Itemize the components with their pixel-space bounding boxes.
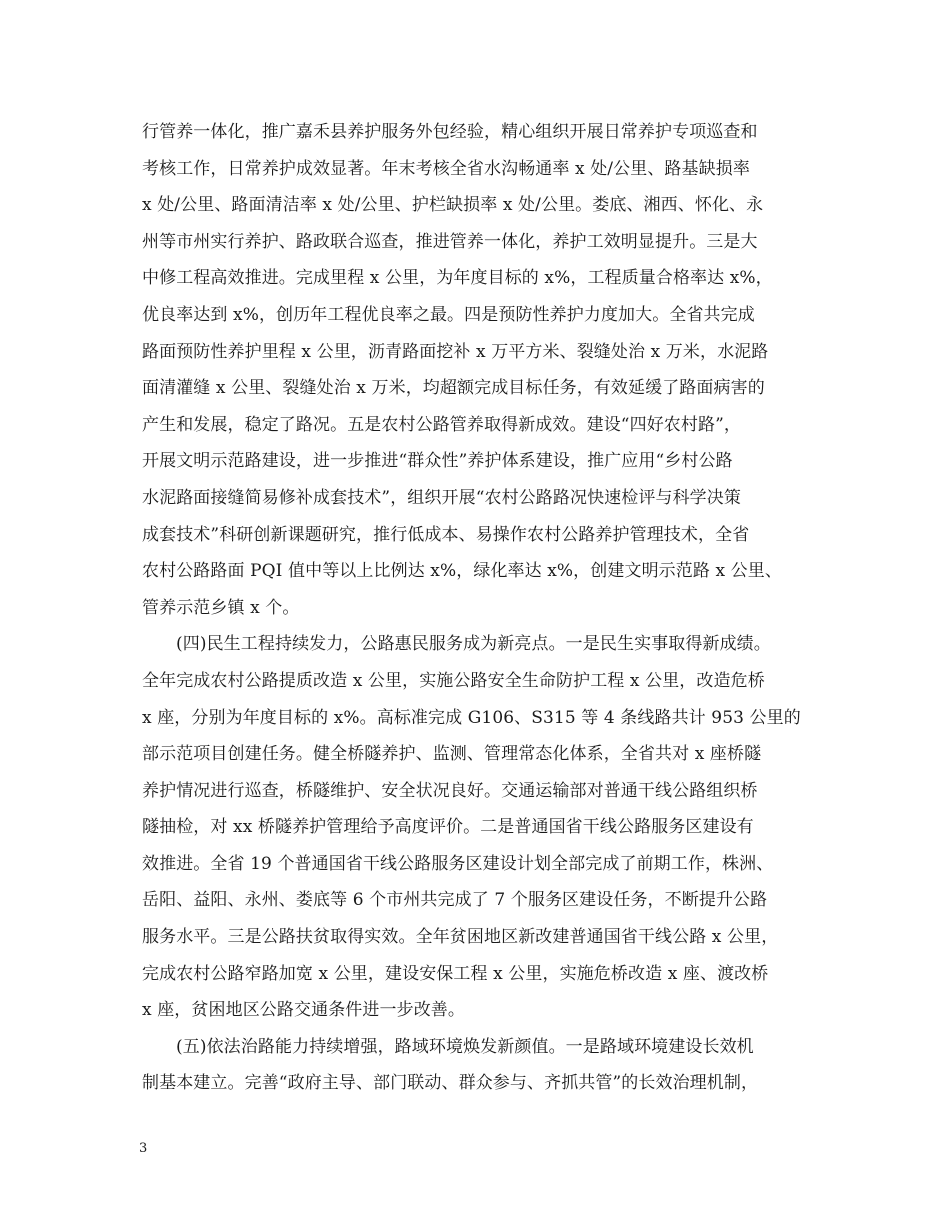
text-line: 农村公路路面 PQI 值中等以上比例达 x%，绿化率达 x%，创建文明示范路 x 公里、 <box>142 561 782 582</box>
text-line: 部示范项目创建任务。健全桥隧养护、监测、管理常态化体系，全省共对 x 座桥隧 <box>142 744 762 765</box>
body-text <box>142 114 822 1102</box>
text-line: 制基本建立。完善“政府主导、部门联动、群众参与、齐抓共管”的长效治理机制， <box>142 1073 759 1094</box>
text-line: x 座，贫困地区公路交通条件进一步改善。 <box>142 1000 465 1021</box>
text-line: 养护情况进行巡查，桥隧维护、安全状况良好。交通运输部对普通干线公路组织桥 <box>142 780 758 801</box>
text-line: 考核工作，日常养护成效显著。年末考核全省水沟畅通率 x 处/公里、路基缺损率 <box>142 158 750 179</box>
text-line: 开展文明示范路建设，进一步推进“群众性”养护体系建设，推广应用“乡村公路 <box>142 451 733 472</box>
text-line: 管养示范乡镇 x 个。 <box>142 597 300 618</box>
text-line: 服务水平。三是公路扶贫取得实效。全年贫困地区新改建普通国省干线公路 x 公里， <box>142 927 779 948</box>
text-line: 路面预防性养护里程 x 公里，沥青路面挖补 x 万平方米、裂缝处治 x 万米，水泥路 <box>142 341 769 362</box>
text-line: 中修工程高效推进。完成里程 x 公里，为年度目标的 x%，工程质量合格率达 x%， <box>142 268 773 289</box>
text-line: 隧抽检，对 xx 桥隧养护管理给予高度评价。二是普通国省干线公路服务区建设有 <box>142 817 754 838</box>
text-line: 全年完成农村公路提质改造 x 公里，实施公路安全生命防护工程 x 公里，改造危桥 <box>142 670 765 691</box>
text-line: x 座，分别为年度目标的 x%。高标准完成 G106、S315 等 4 条线路共计 953 公里的 <box>142 707 801 728</box>
text-line: 产生和发展，稳定了路况。五是农村公路管养取得新成效。建设“四好农村路”， <box>142 414 741 435</box>
text-line: 州等市州实行养护、路政联合巡查，推进管养一体化，养护工效明显提升。三是大 <box>142 231 758 252</box>
text-line: 面清灌缝 x 公里、裂缝处治 x 万米，均超额完成目标任务，有效延缓了路面病害的 <box>142 378 765 399</box>
text-line: 优良率达到 x%，创历年工程优良率之最。四是预防性养护力度加大。全省共完成 <box>142 304 755 325</box>
text-line: 效推进。全省 19 个普通国省干线公路服务区建设计划全部完成了前期工作，株洲、 <box>142 853 774 874</box>
text-line: 完成农村公路窄路加宽 x 公里，建设安保工程 x 公里，实施危桥改造 x 座、渡改桥 <box>142 963 769 984</box>
paragraph-first-line: (四)民生工程持续发力，公路惠民服务成为新亮点。一是民生实事取得新成绩。 <box>176 634 771 655</box>
text-line: x 处/公里、路面清洁率 x 处/公里、护栏缺损率 x 处/公里。娄底、湘西、怀化、永 <box>142 195 764 216</box>
text-line: 行管养一体化，推广嘉禾县养护服务外包经验，精心组织开展日常养护专项巡查和 <box>142 122 758 142</box>
text-line: 成套技术”科研创新课题研究，推行低成本、易操作农村公路养护管理技术，全省 <box>142 524 750 545</box>
text-line: 岳阳、益阳、永州、娄底等 6 个市州共完成了 7 个服务区建设任务，不断提升公路 <box>142 890 768 911</box>
paragraph-first-line: (五)依法治路能力持续增强，路域环境焕发新颜值。一是路域环境建设长效机 <box>176 1036 754 1057</box>
page-number: 3 <box>139 1141 148 1156</box>
text-line: 水泥路面接缝简易修补成套技术”，组织开展“农村公路路况快速检评与科学决策 <box>142 487 741 508</box>
